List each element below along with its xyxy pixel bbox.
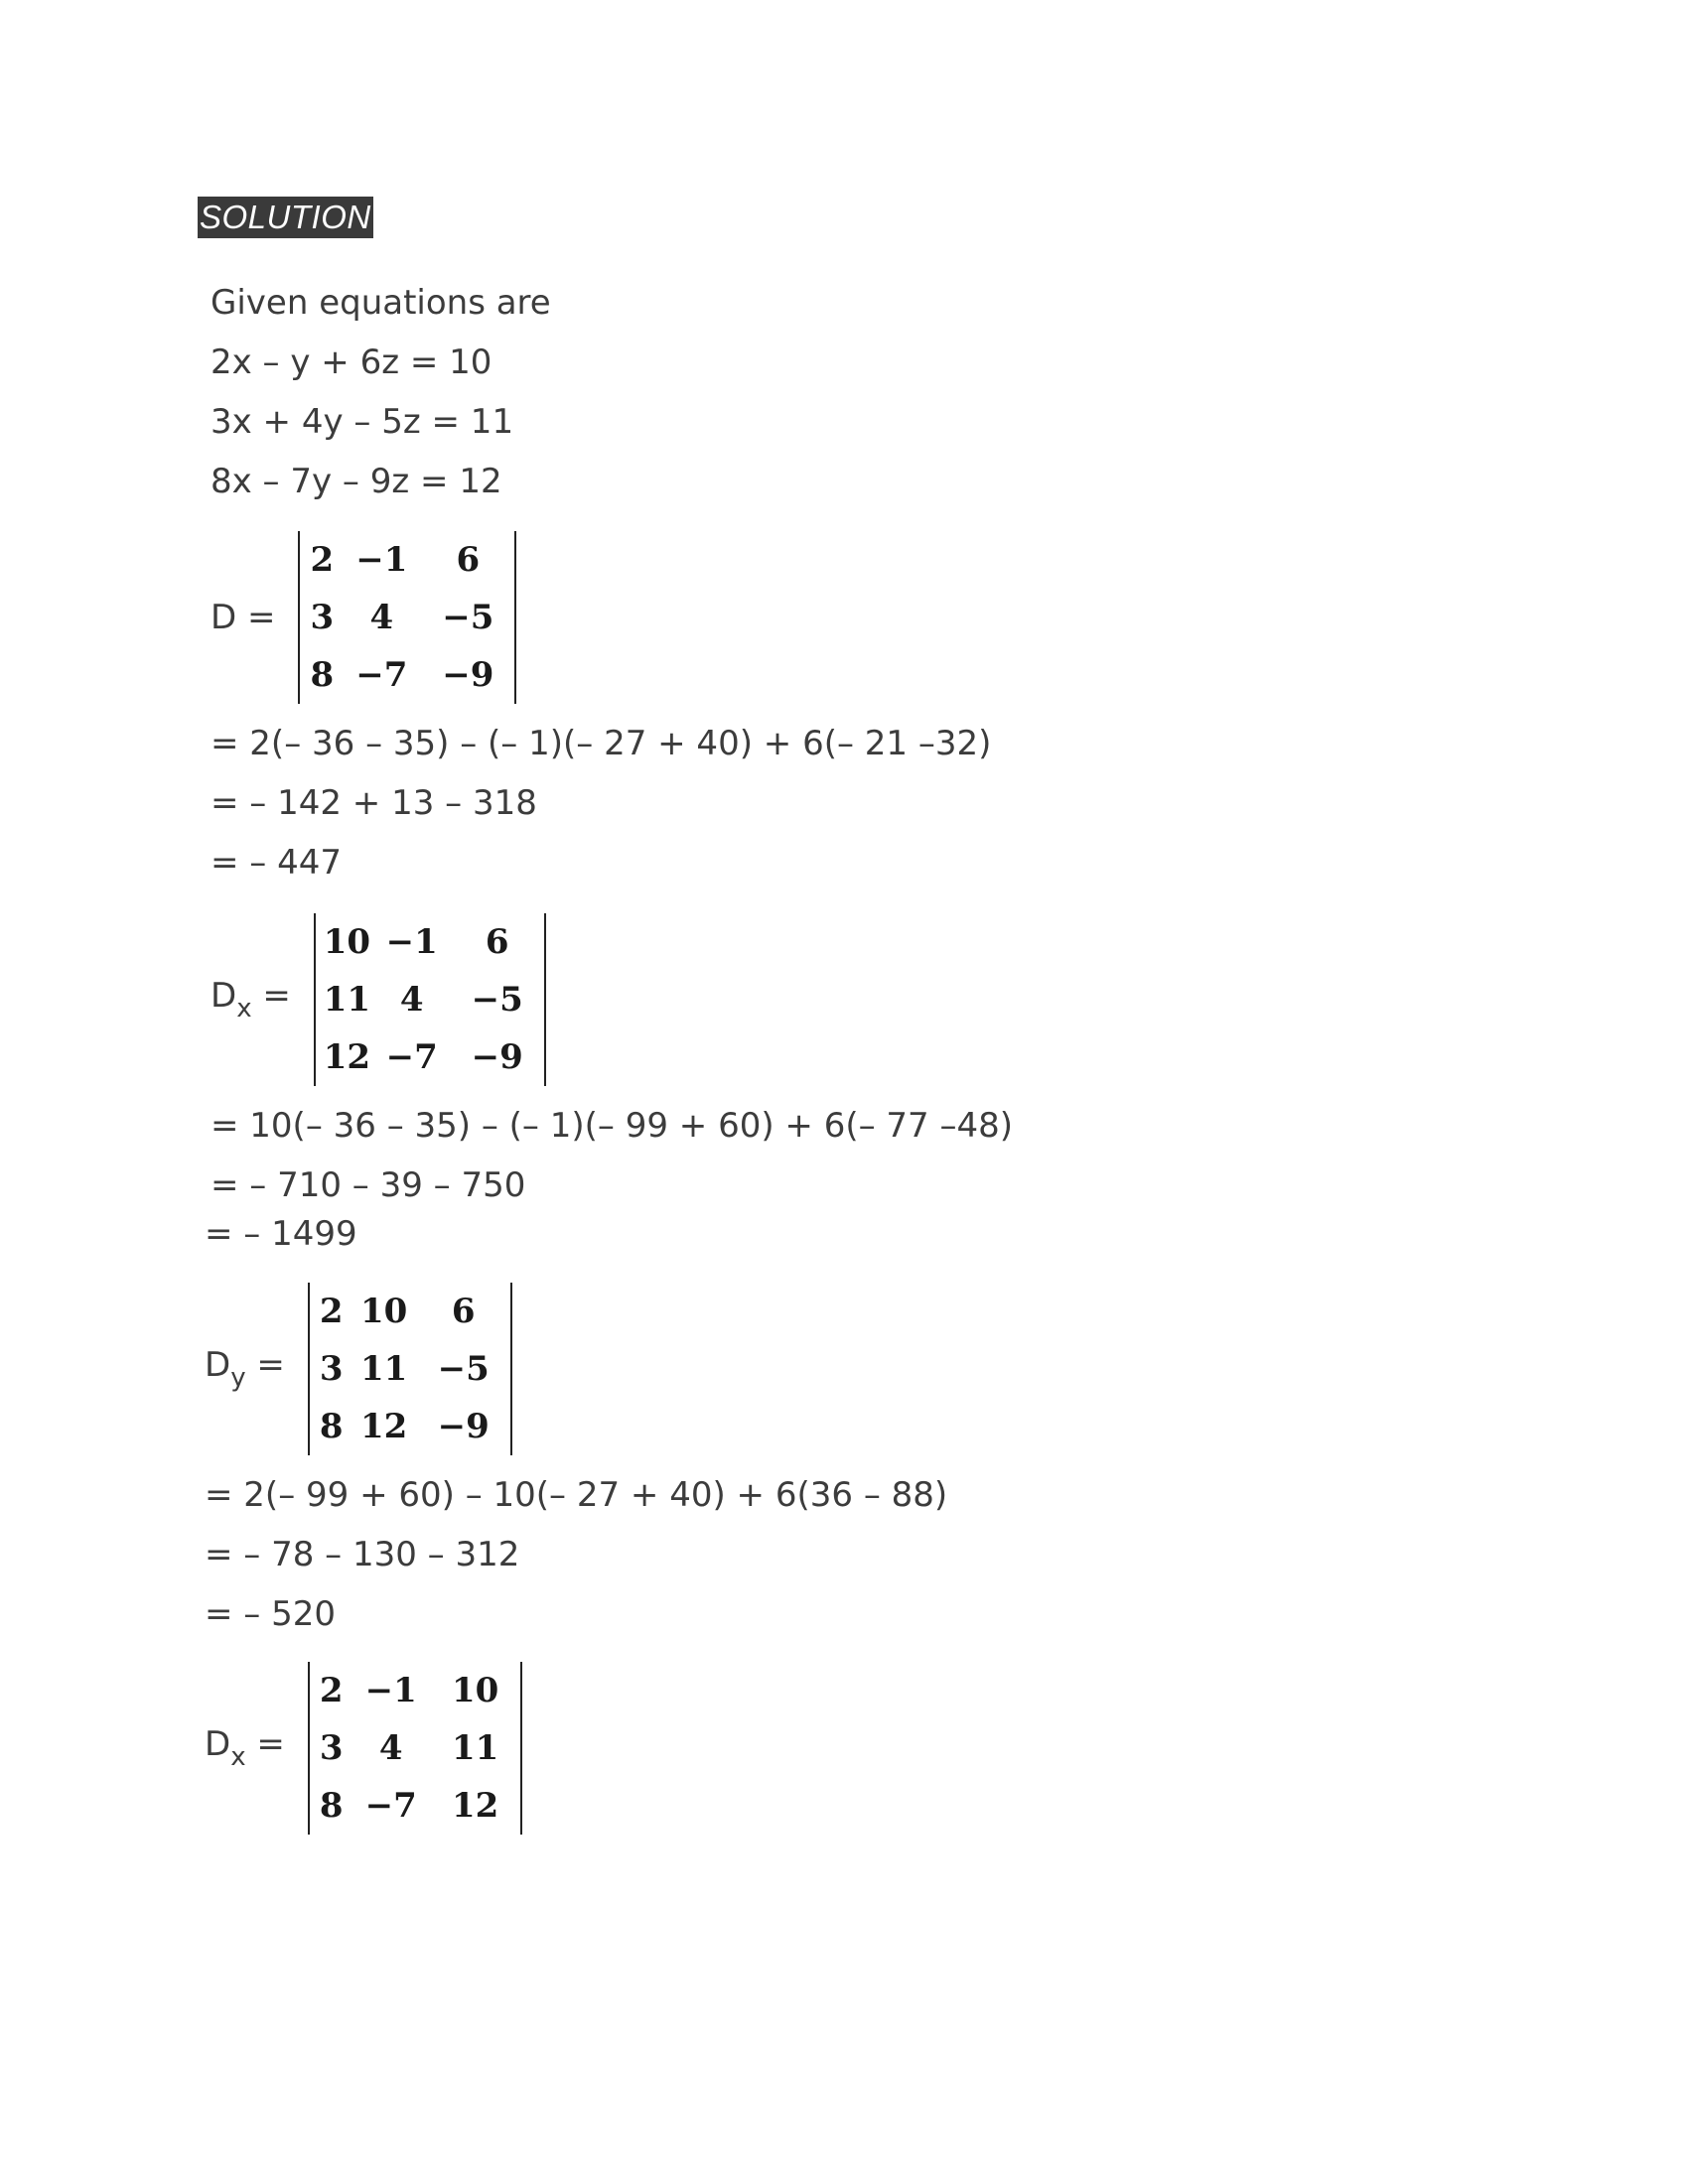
matrix-cell: 8 <box>310 655 335 695</box>
matrix-cell: 12 <box>360 1407 408 1446</box>
matrix-cell: −9 <box>442 655 494 695</box>
determinant-label: $D_y$ = <box>205 1345 296 1393</box>
matrix-cell: 10 <box>360 1292 408 1331</box>
matrix-cell: 4 <box>378 1728 403 1768</box>
dx-step-2: = – 710 – 39 – 750 <box>211 1165 526 1205</box>
matrix-cell: −9 <box>437 1407 490 1446</box>
d-step-1: = 2(– 36 – 35) – (– 1)(– 27 + 40) + 6(– 21 –32) <box>211 724 992 763</box>
matrix-cell: −5 <box>437 1349 490 1389</box>
determinant-d <box>211 531 516 704</box>
matrix-cell: 3 <box>319 1349 344 1389</box>
intro-text: Given equations are <box>211 283 551 323</box>
matrix-cell: 4 <box>369 598 394 637</box>
determinant-label: $D_x$ = <box>205 1724 296 1772</box>
matrix-cell: 11 <box>360 1349 408 1389</box>
matrix-cell: 2 <box>319 1671 344 1710</box>
solution-heading: SOLUTION <box>198 197 373 238</box>
matrix-cell: −5 <box>471 980 523 1020</box>
dy-step-1: = 2(– 99 + 60) – 10(– 27 + 40) + 6(36 – 88) <box>205 1475 948 1515</box>
matrix-cell: 10 <box>452 1671 499 1710</box>
equation-1: 2x – y + 6z = 10 <box>211 342 492 382</box>
matrix-cell: 11 <box>452 1728 499 1768</box>
matrix-cell: 6 <box>485 922 509 962</box>
matrix-cell: −1 <box>364 1671 417 1710</box>
determinant-dx <box>211 913 546 1086</box>
determinant-label: $D_x$ = <box>211 976 302 1024</box>
matrix-cell: 11 <box>323 980 371 1020</box>
matrix-cell: 6 <box>456 540 481 580</box>
matrix-cell: 2 <box>310 540 335 580</box>
matrix-cell: 6 <box>451 1292 476 1331</box>
matrix-cell: 12 <box>323 1037 371 1077</box>
matrix-cell: 10 <box>323 922 371 962</box>
matrix <box>298 531 516 704</box>
matrix-cell: 8 <box>319 1786 344 1826</box>
equation-2: 3x + 4y – 5z = 11 <box>211 402 514 442</box>
determinant-label: D = <box>211 598 287 637</box>
matrix-cell: 3 <box>319 1728 344 1768</box>
matrix-cell: −7 <box>355 655 408 695</box>
d-step-3: = – 447 <box>211 843 342 883</box>
matrix-cell: −7 <box>364 1786 417 1826</box>
matrix <box>314 913 546 1086</box>
equation-3: 8x – 7y – 9z = 12 <box>211 462 502 501</box>
matrix-cell: 8 <box>319 1407 344 1446</box>
matrix-cell: −1 <box>355 540 408 580</box>
matrix <box>308 1662 522 1835</box>
matrix-cell: 3 <box>310 598 335 637</box>
dx-step-3: = – 1499 <box>205 1214 357 1254</box>
dy-step-2: = – 78 – 130 – 312 <box>205 1535 520 1574</box>
matrix <box>308 1283 512 1455</box>
determinant-dz <box>205 1662 522 1835</box>
dy-step-3: = – 520 <box>205 1594 336 1634</box>
dx-step-1: = 10(– 36 – 35) – (– 1)(– 99 + 60) + 6(– 77 –48) <box>211 1106 1013 1146</box>
matrix-cell: −5 <box>442 598 494 637</box>
matrix-cell: 4 <box>399 980 424 1020</box>
matrix-cell: 12 <box>452 1786 499 1826</box>
d-step-2: = – 142 + 13 – 318 <box>211 783 537 823</box>
matrix-cell: −1 <box>385 922 438 962</box>
matrix-cell: 2 <box>319 1292 344 1331</box>
matrix-cell: −9 <box>471 1037 523 1077</box>
determinant-dy <box>205 1283 512 1455</box>
matrix-cell: −7 <box>385 1037 438 1077</box>
